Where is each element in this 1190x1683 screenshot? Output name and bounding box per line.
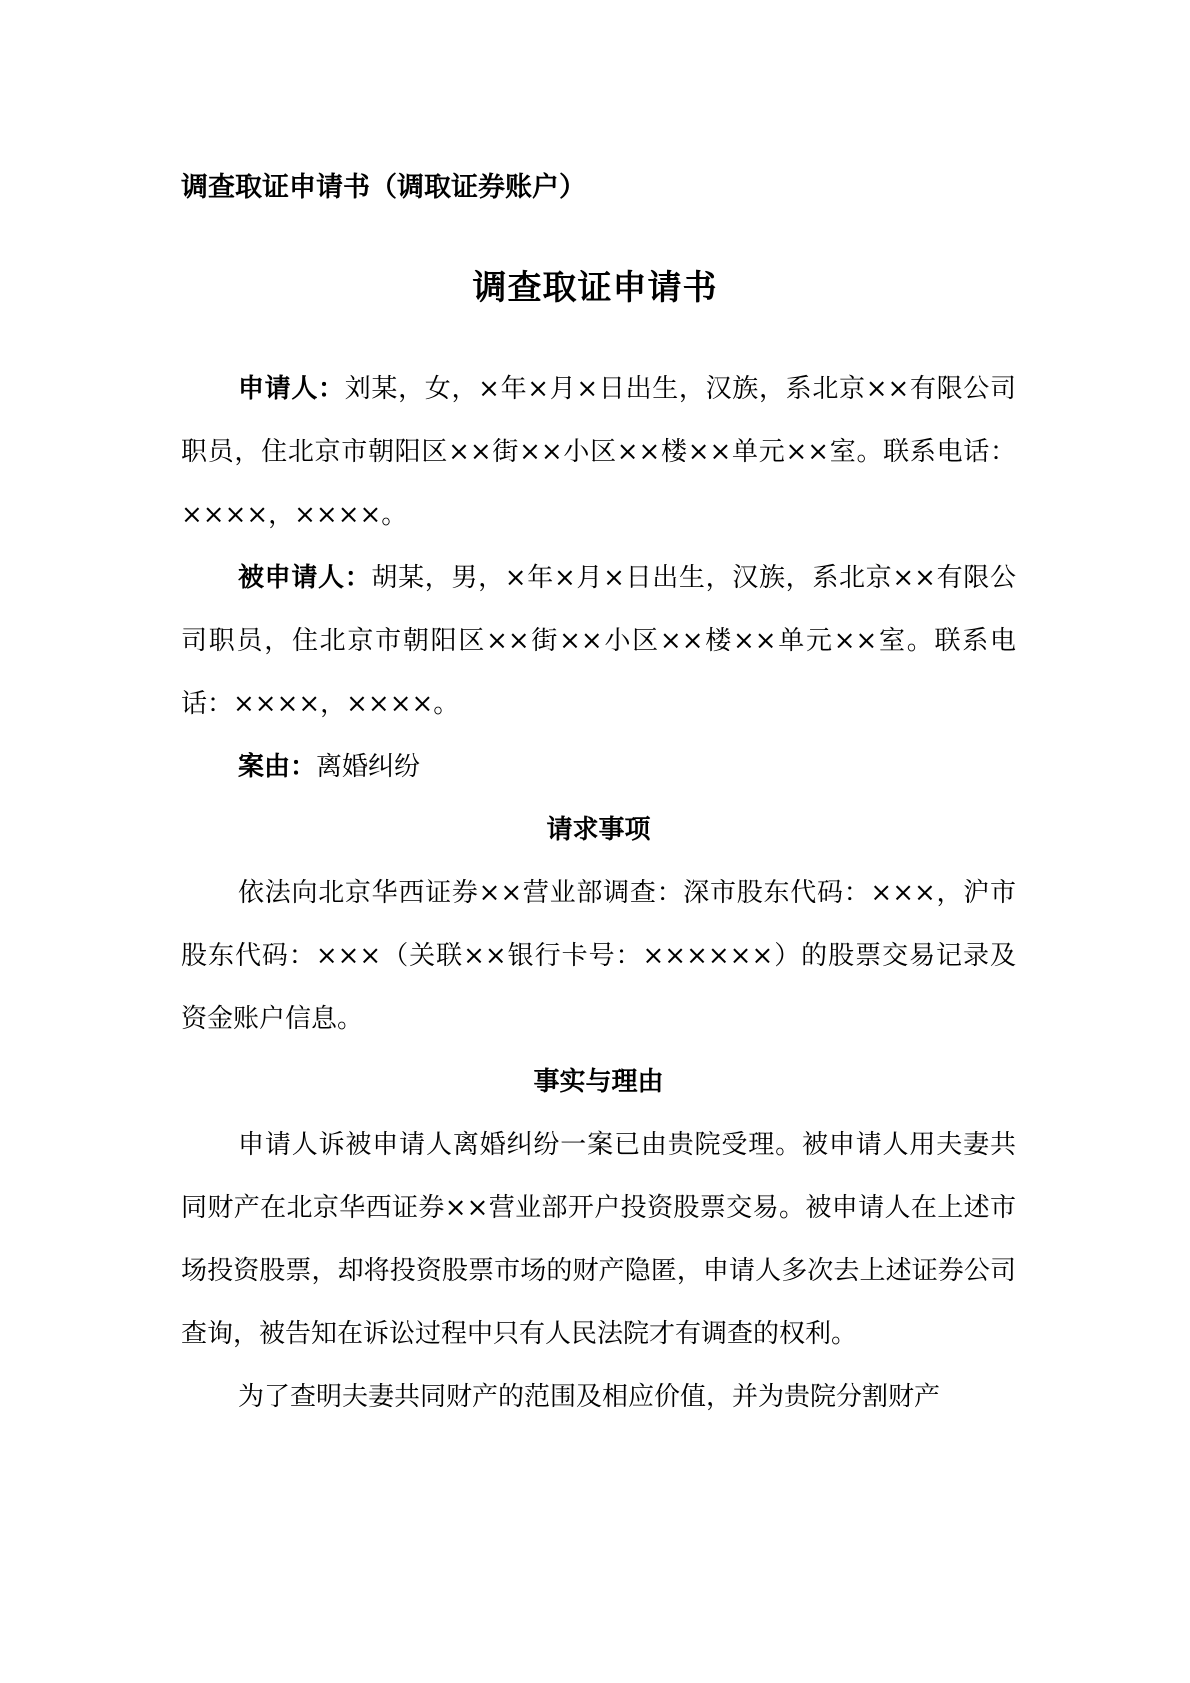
- cause-paragraph: [181, 736, 1016, 799]
- request-paragraph: 依法向北京华西证券××营业部调查：深市股东代码：×××，沪市股东代码：×××（关联××银行卡号：××××××）的股票交易记录及资金账户信息。: [181, 878, 1016, 1034]
- cause-lead: 案由：: [238, 752, 317, 782]
- document-title: 调查取证申请书: [472, 268, 718, 308]
- applicant-text: 刘某，女，×年×月×日出生，汉族，系北京××有限公司职员，住北京市朝阳区××街××小区××楼××单元××室。联系电话：××××，××××。: [181, 374, 1016, 530]
- request-heading: 请求事项: [546, 815, 651, 845]
- applicant-lead: 申请人：: [238, 374, 345, 404]
- respondent-paragraph: [181, 547, 1016, 736]
- respondent-text: 胡某，男，×年×月×日出生，汉族，系北京××有限公司职员，住北京市朝阳区××街××小区××楼××单元××室。联系电话：××××，××××。: [181, 563, 1016, 719]
- document-label: 调查取证申请书（调取证券账户）: [181, 172, 586, 203]
- facts-paragraph: 申请人诉被申请人离婚纠纷一案已由贵院受理。被申请人用夫妻共同财产在北京华西证券××营业部开户投资股票交易。被申请人在上述市场投资股票，却将投资股票市场的财产隐匿，申请人多次去上述证券公司查询，被告知在诉讼过程中只有人民法院才有调查的权利。: [181, 1130, 1016, 1349]
- respondent-lead: 被申请人：: [238, 563, 372, 593]
- applicant-paragraph: [181, 358, 1016, 547]
- document-body: [181, 358, 1016, 1429]
- cause-text: 离婚纠纷: [316, 752, 421, 782]
- facts-heading: 事实与理由: [533, 1067, 664, 1097]
- facts-paragraph-continued: 为了查明夫妻共同财产的范围及相应价值，并为贵院分割财产: [238, 1382, 941, 1412]
